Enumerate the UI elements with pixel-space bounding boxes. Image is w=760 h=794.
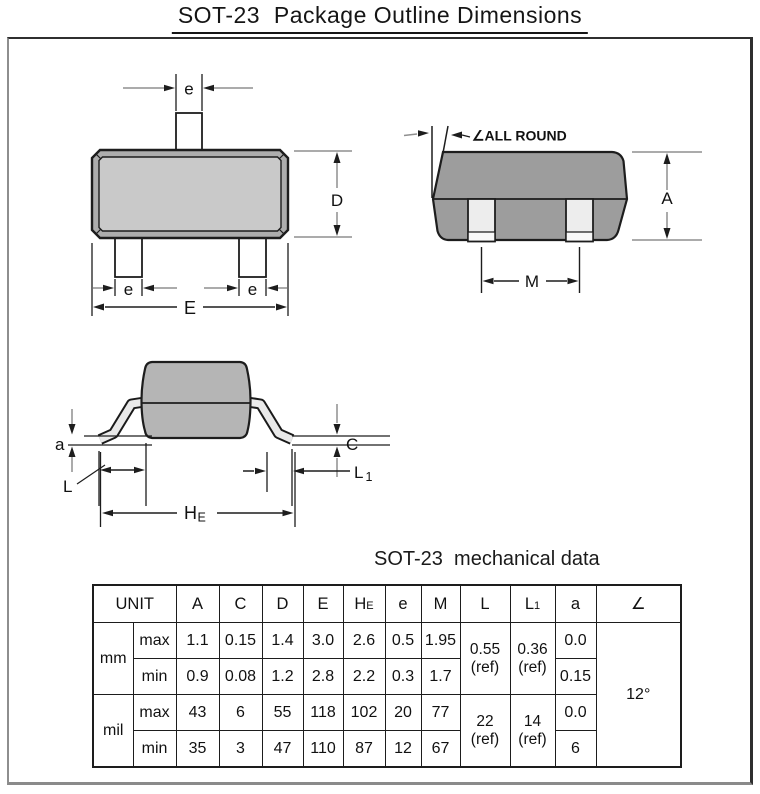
- dim-L1: [243, 449, 373, 506]
- dim-e-bottom-left: [93, 279, 177, 299]
- cell-mm-max-A: 1.1: [176, 623, 219, 659]
- dim-label-HE-sub: E: [197, 510, 206, 525]
- dim-label-e-right: e: [247, 280, 258, 299]
- dim-label-e-left: e: [123, 280, 134, 299]
- dim-label-C: C: [346, 435, 359, 454]
- cell-mil-min-a: 6: [555, 731, 596, 768]
- cell-mm-max-a: 0.0: [555, 623, 596, 659]
- dim-label-a: a: [55, 435, 65, 454]
- table-title: SOT-23 mechanical data: [374, 548, 600, 570]
- cell-mm-max-D: 1.4: [262, 623, 303, 659]
- cell-mil-min-e: 12: [385, 731, 421, 768]
- mechanical-data: [92, 584, 682, 768]
- cell-mil-L1: 14 (ref): [510, 695, 555, 768]
- row-label-max: max: [133, 623, 176, 659]
- unit-mil: mil: [93, 695, 133, 768]
- col-header-a: a: [555, 585, 596, 623]
- cell-mil-min-C: 3: [219, 731, 262, 768]
- row-label-max: max: [133, 695, 176, 731]
- cell-mm-min-D: 1.2: [262, 659, 303, 695]
- cell-mil-max-A: 43: [176, 695, 219, 731]
- dim-label-L1-sub: 1: [365, 470, 373, 484]
- col-header-L1: L1: [510, 585, 555, 623]
- package-body-face: [99, 157, 281, 231]
- header-row: [93, 585, 681, 623]
- col-header-D: D: [262, 585, 303, 623]
- all-round-label: ∠ALL ROUND: [472, 127, 567, 144]
- dim-M: [482, 247, 580, 293]
- row-label-min: min: [133, 659, 176, 695]
- cell-mil-min-M: 67: [421, 731, 460, 768]
- cell-mil-min-D: 47: [262, 731, 303, 768]
- row-label-min: min: [133, 731, 176, 768]
- cell-mil-max-M: 77: [421, 695, 460, 731]
- cell-mil-max-HE: 102: [343, 695, 385, 731]
- bottom-right-pin: [239, 238, 266, 277]
- page-title: SOT-23 Package Outline Dimensions: [172, 2, 588, 34]
- side-view: [55, 362, 390, 527]
- cell-mm-L: 0.55 (ref): [460, 623, 510, 695]
- dim-label-L: L: [63, 477, 73, 496]
- col-header-e: e: [385, 585, 421, 623]
- dim-label-A: A: [661, 189, 673, 208]
- cell-mm-min-E: 2.8: [303, 659, 343, 695]
- col-header-M: M: [421, 585, 460, 623]
- unit-mm: mm: [93, 623, 133, 695]
- perspective-view: [404, 126, 702, 293]
- cell-mil-max-e: 20: [385, 695, 421, 731]
- cell-mm-min-C: 0.08: [219, 659, 262, 695]
- dim-A: [632, 152, 702, 240]
- bottom-left-pin: [115, 238, 142, 277]
- col-header-HE: HE: [343, 585, 385, 623]
- cell-mil-min-E: 110: [303, 731, 343, 768]
- col-header-unit: UNIT: [93, 585, 176, 623]
- cell-mil-max-a: 0.0: [555, 695, 596, 731]
- cell-mm-min-HE: 2.2: [343, 659, 385, 695]
- front-view: [92, 74, 352, 318]
- dim-label-D: D: [330, 191, 344, 210]
- cell-mil-L: 22 (ref): [460, 695, 510, 768]
- dim-HE: [101, 452, 296, 527]
- side-body: [142, 362, 251, 438]
- perspective-body: [433, 152, 627, 240]
- col-header-L: L: [460, 585, 510, 623]
- cell-mm-max-e: 0.5: [385, 623, 421, 659]
- dim-label-M: M: [524, 272, 540, 291]
- col-header-A: A: [176, 585, 219, 623]
- mm-max-row: [93, 623, 681, 659]
- col-header-C: C: [219, 585, 262, 623]
- cell-mil-max-E: 118: [303, 695, 343, 731]
- cell-mil-min-HE: 87: [343, 731, 385, 768]
- cell-mm-min-M: 1.7: [421, 659, 460, 695]
- dim-D: [294, 151, 352, 237]
- cell-mil-max-D: 55: [262, 695, 303, 731]
- mil-min-row: [93, 731, 681, 768]
- cell-mil-max-C: 6: [219, 695, 262, 731]
- dim-label-e-top: e: [184, 79, 194, 99]
- cell-mm-min-A: 0.9: [176, 659, 219, 695]
- cell-mm-min-e: 0.3: [385, 659, 421, 695]
- col-header-E: E: [303, 585, 343, 623]
- col-header-angle: ∠: [596, 585, 681, 623]
- dim-label-HE: H: [184, 503, 197, 523]
- cell-mm-max-HE: 2.6: [343, 623, 385, 659]
- cell-mm-min-a: 0.15: [555, 659, 596, 695]
- cell-mm-L1: 0.36 (ref): [510, 623, 555, 695]
- cell-mm-max-E: 3.0: [303, 623, 343, 659]
- top-pin: [176, 113, 202, 151]
- cell-mm-max-M: 1.95: [421, 623, 460, 659]
- dim-L: [63, 443, 146, 506]
- dim-label-L1: L: [354, 463, 364, 482]
- dim-e-bottom-right: [204, 279, 287, 299]
- dim-label-E: E: [183, 298, 197, 318]
- cell-angle: 12°: [596, 623, 681, 768]
- cell-mil-min-A: 35: [176, 731, 219, 768]
- mm-min-row: [93, 659, 681, 695]
- dim-a: [55, 409, 76, 472]
- mechanical-data-table: [92, 584, 682, 768]
- cell-mm-max-C: 0.15: [219, 623, 262, 659]
- mil-max-row: [93, 695, 681, 731]
- dim-e-top: [123, 74, 253, 111]
